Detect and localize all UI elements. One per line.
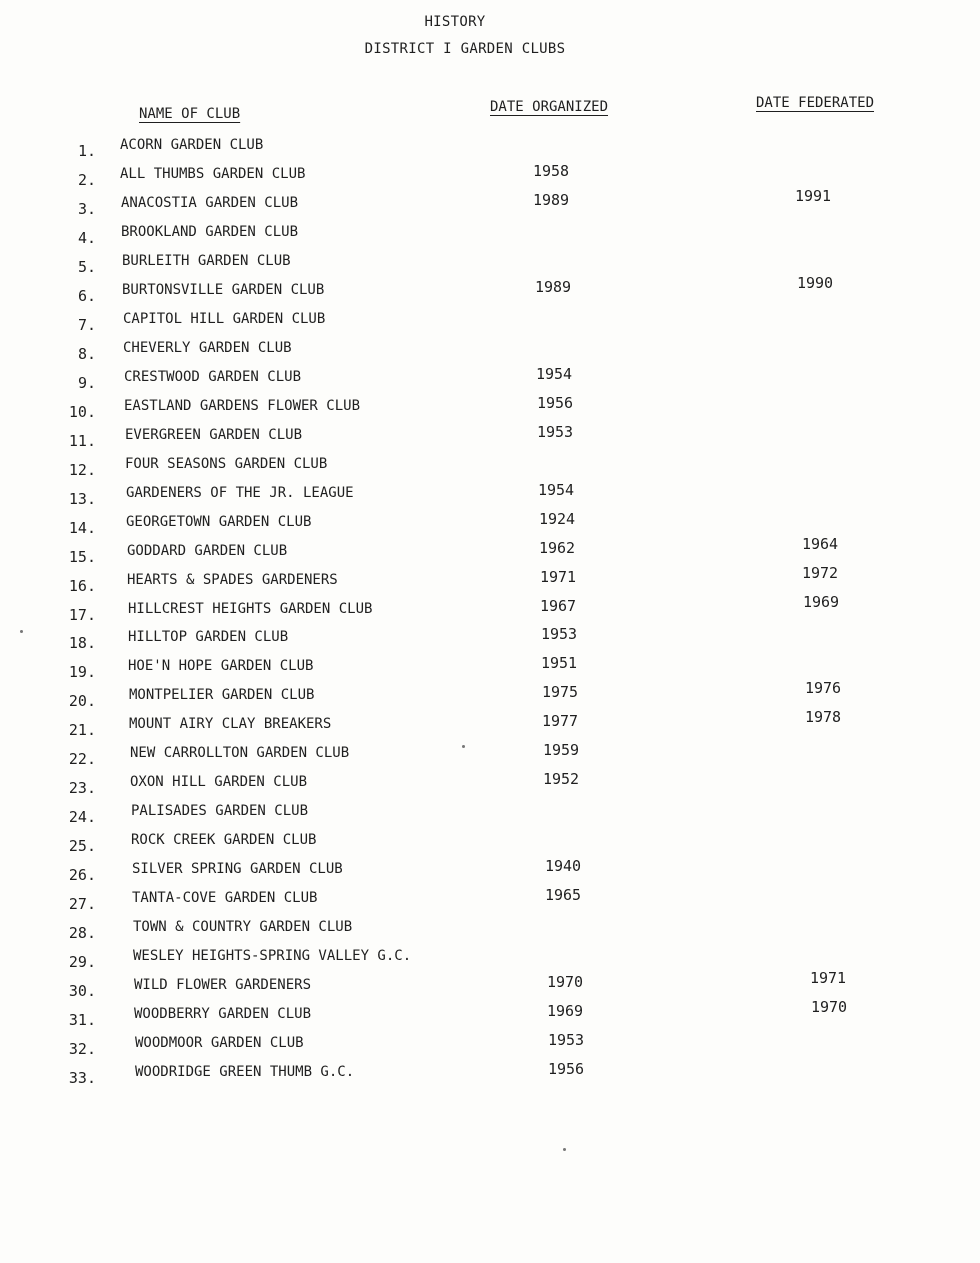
club-row xyxy=(0,483,980,512)
date-organized: 1951 xyxy=(540,654,578,672)
date-federated: 1971 xyxy=(809,969,847,987)
date-organized: 1962 xyxy=(538,539,576,557)
club-name: OXON HILL GARDEN CLUB xyxy=(130,774,308,790)
club-name: WOODRIDGE GREEN THUMB G.C. xyxy=(135,1064,355,1080)
date-organized: 1965 xyxy=(544,886,582,904)
date-federated: 1976 xyxy=(804,679,842,697)
club-number: 15. xyxy=(68,548,96,566)
club-name: HILLCREST HEIGHTS GARDEN CLUB xyxy=(128,601,373,617)
club-number: 20. xyxy=(68,692,96,710)
club-row xyxy=(0,187,980,222)
date-federated: 1978 xyxy=(804,708,842,726)
club-row xyxy=(0,998,980,1033)
club-name: CRESTWOOD GARDEN CLUB xyxy=(124,369,302,385)
club-row xyxy=(0,743,980,772)
club-row xyxy=(0,425,980,454)
header-name-of-club: NAME OF CLUB xyxy=(139,106,241,122)
club-name: CAPITOL HILL GARDEN CLUB xyxy=(123,311,326,327)
club-row xyxy=(0,222,980,251)
club-name: CHEVERLY GARDEN CLUB xyxy=(123,340,292,356)
date-organized: 1975 xyxy=(541,683,579,701)
club-number: 6. xyxy=(77,287,96,305)
date-federated: 1964 xyxy=(801,535,839,553)
club-number: 1. xyxy=(77,142,96,160)
club-name: ANACOSTIA GARDEN CLUB xyxy=(121,195,299,211)
date-organized: 1967 xyxy=(539,597,577,615)
date-federated: 1972 xyxy=(801,564,839,582)
club-name: ROCK CREEK GARDEN CLUB xyxy=(131,832,317,848)
club-number: 2. xyxy=(77,171,96,189)
club-name: TANTA-COVE GARDEN CLUB xyxy=(132,890,318,906)
club-number: 10. xyxy=(68,403,96,421)
club-name: PALISADES GARDEN CLUB xyxy=(131,803,309,819)
club-name: EASTLAND GARDENS FLOWER CLUB xyxy=(124,398,361,414)
date-organized: 1954 xyxy=(535,365,573,383)
date-organized: 1953 xyxy=(540,625,578,643)
header-date-organized: DATE ORGANIZED xyxy=(490,99,609,115)
club-name: BROOKLAND GARDEN CLUB xyxy=(121,224,299,240)
date-organized: 1989 xyxy=(534,278,572,296)
club-number: 11. xyxy=(68,432,96,450)
scan-speck xyxy=(563,1148,566,1151)
club-name: WESLEY HEIGHTS-SPRING VALLEY G.C. xyxy=(133,948,412,964)
club-number: 13. xyxy=(68,490,96,508)
club-row xyxy=(0,274,980,309)
club-row xyxy=(0,627,980,656)
date-federated: 1991 xyxy=(794,187,832,205)
document-subtitle: DISTRICT I GARDEN CLUBS xyxy=(364,41,566,57)
club-number: 18. xyxy=(68,634,96,652)
date-organized: 1969 xyxy=(546,1002,584,1020)
scan-speck xyxy=(20,630,23,633)
club-name: EVERGREEN GARDEN CLUB xyxy=(125,427,303,443)
club-number: 14. xyxy=(68,519,96,537)
club-number: 5. xyxy=(77,258,96,276)
club-number: 26. xyxy=(68,866,96,884)
club-row xyxy=(0,338,980,367)
club-number: 28. xyxy=(68,924,96,942)
club-row xyxy=(0,309,980,338)
club-name: HOE'N HOPE GARDEN CLUB xyxy=(128,658,314,674)
club-row xyxy=(0,801,980,830)
club-number: 29. xyxy=(68,953,96,971)
club-number: 31. xyxy=(68,1011,96,1029)
date-organized: 1959 xyxy=(542,741,580,759)
club-number: 33. xyxy=(68,1069,96,1087)
club-number: 4. xyxy=(77,229,96,247)
club-number: 24. xyxy=(68,808,96,826)
club-name: NEW CARROLLTON GARDEN CLUB xyxy=(130,745,350,761)
club-number: 7. xyxy=(77,316,96,334)
club-name: GODDARD GARDEN CLUB xyxy=(127,543,288,559)
club-row xyxy=(0,593,980,628)
club-row xyxy=(0,396,980,425)
date-organized: 1952 xyxy=(542,770,580,788)
date-organized: 1956 xyxy=(536,394,574,412)
club-number: 8. xyxy=(77,345,96,363)
club-row xyxy=(0,772,980,801)
club-number: 27. xyxy=(68,895,96,913)
club-name: BURTONSVILLE GARDEN CLUB xyxy=(122,282,325,298)
date-organized: 1954 xyxy=(537,481,575,499)
club-name: MONTPELIER GARDEN CLUB xyxy=(129,687,315,703)
club-number: 19. xyxy=(68,663,96,681)
club-name: BURLEITH GARDEN CLUB xyxy=(122,253,291,269)
date-organized: 1940 xyxy=(544,857,582,875)
club-name: MOUNT AIRY CLAY BREAKERS xyxy=(129,716,332,732)
club-number: 22. xyxy=(68,750,96,768)
club-row xyxy=(0,888,980,917)
scan-speck xyxy=(462,745,465,748)
club-row xyxy=(0,859,980,888)
club-name: GARDENERS OF THE JR. LEAGUE xyxy=(126,485,354,501)
club-number: 23. xyxy=(68,779,96,797)
club-row xyxy=(0,830,980,859)
club-number: 25. xyxy=(68,837,96,855)
club-name: WILD FLOWER GARDENERS xyxy=(134,977,312,993)
club-row xyxy=(0,1062,980,1091)
date-organized: 1970 xyxy=(546,973,584,991)
club-name: GEORGETOWN GARDEN CLUB xyxy=(126,514,312,530)
club-name: WOODBERRY GARDEN CLUB xyxy=(134,1006,312,1022)
date-federated: 1970 xyxy=(810,998,848,1016)
club-name: HILLTOP GARDEN CLUB xyxy=(128,629,289,645)
club-name: HEARTS & SPADES GARDENERS xyxy=(127,572,338,588)
date-organized: 1977 xyxy=(541,712,579,730)
date-organized: 1989 xyxy=(532,191,570,209)
date-organized: 1956 xyxy=(547,1060,585,1078)
club-name: SILVER SPRING GARDEN CLUB xyxy=(132,861,343,877)
club-row xyxy=(0,367,980,396)
date-organized: 1953 xyxy=(547,1031,585,1049)
club-number: 12. xyxy=(68,461,96,479)
date-federated: 1969 xyxy=(802,593,840,611)
club-name: ACORN GARDEN CLUB xyxy=(120,137,264,153)
date-federated: 1990 xyxy=(796,274,834,292)
document-title: HISTORY xyxy=(424,14,486,30)
club-number: 21. xyxy=(68,721,96,739)
club-name: WOODMOOR GARDEN CLUB xyxy=(135,1035,304,1051)
club-row xyxy=(0,1033,980,1062)
club-name: TOWN & COUNTRY GARDEN CLUB xyxy=(133,919,353,935)
club-number: 3. xyxy=(77,200,96,218)
club-row xyxy=(0,135,980,164)
club-number: 32. xyxy=(68,1040,96,1058)
header-date-federated: DATE FEDERATED xyxy=(756,95,875,111)
club-row xyxy=(0,708,980,743)
club-name: FOUR SEASONS GARDEN CLUB xyxy=(125,456,328,472)
club-number: 16. xyxy=(68,577,96,595)
date-organized: 1953 xyxy=(536,423,574,441)
club-number: 9. xyxy=(77,374,96,392)
date-organized: 1924 xyxy=(538,510,576,528)
club-row xyxy=(0,917,980,946)
club-row xyxy=(0,454,980,483)
club-number: 17. xyxy=(68,606,96,624)
date-organized: 1958 xyxy=(532,162,570,180)
club-name: ALL THUMBS GARDEN CLUB xyxy=(120,166,306,182)
date-organized: 1971 xyxy=(539,568,577,586)
club-number: 30. xyxy=(68,982,96,1000)
